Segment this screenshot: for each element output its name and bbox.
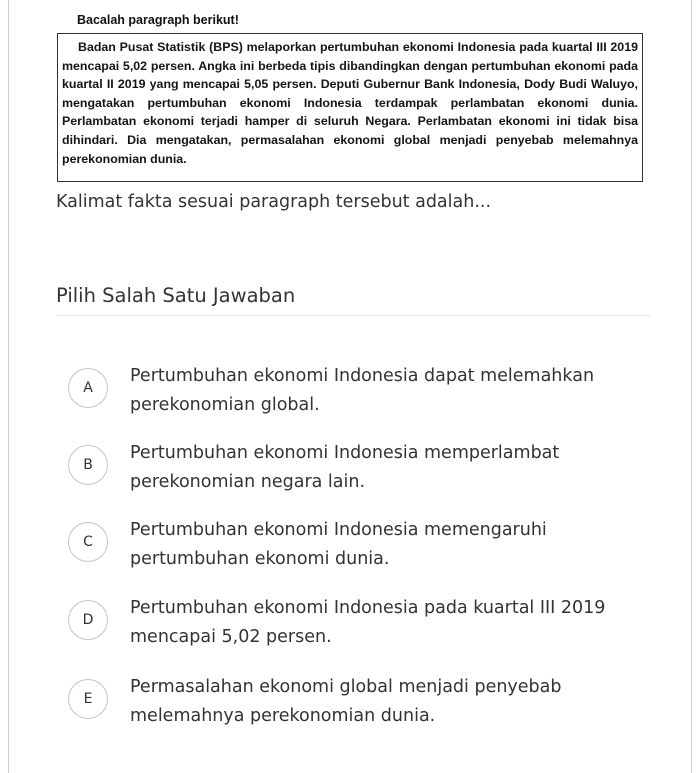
question-text: Kalimat fakta sesuai paragraph tersebut adalah...	[56, 192, 492, 212]
answer-option-d[interactable]	[68, 594, 658, 658]
option-letter-badge[interactable]: C	[68, 522, 108, 562]
answer-option-b[interactable]	[68, 439, 658, 503]
section-divider	[56, 315, 650, 316]
passage-intro: Bacalah paragraph berikut!	[77, 13, 239, 27]
option-text[interactable]: Pertumbuhan ekonomi Indonesia memengaruhi pertumbuhan ekonomi dunia.	[130, 520, 547, 569]
option-letter-badge[interactable]: B	[68, 445, 108, 485]
option-text[interactable]: Pertumbuhan ekonomi Indonesia memperlambat perekonomian negara lain.	[130, 443, 560, 492]
answer-option-c[interactable]	[68, 516, 658, 580]
option-text[interactable]: Pertumbuhan ekonomi Indonesia dapat melemahkan perekonomian global.	[130, 366, 595, 415]
option-letter-badge[interactable]: A	[68, 368, 108, 408]
answer-option-e[interactable]	[68, 673, 658, 737]
passage-text: Badan Pusat Statistik (BPS) melaporkan pertumbuhan ekonomi Indonesia pada kuartal III 2019 mencapai 5,02 persen. Angka ini berbeda tipis dibandingkan dengan pertumbuhan ekonomi pada kuartal II 2019 yang mencapai 5,05 persen. Deputi Gubernur Bank Indonesia, Dody Budi Waluyo, mengatakan pertumbuhan ekonomi Indonesia terdampak perlambatan ekonomi dunia. Perlambatan ekonomi terjadi hamper di seluruh Negara. Perlambatan ekonomi ini tidak bisa dihindari. Dia mengatakan, permasalahan ekonomi global menjadi penyebab melemahnya perekonomian dunia.	[62, 40, 638, 166]
answer-option-a[interactable]	[68, 362, 658, 426]
option-letter-badge[interactable]: D	[68, 600, 108, 640]
option-text[interactable]: Pertumbuhan ekonomi Indonesia pada kuartal III 2019 mencapai 5,02 persen.	[130, 598, 606, 647]
option-text[interactable]: Permasalahan ekonomi global menjadi penyebab melemahnya perekonomian dunia.	[130, 677, 562, 726]
left-frame-border	[8, 0, 9, 773]
answer-section-title: Pilih Salah Satu Jawaban	[56, 284, 296, 307]
passage-box	[57, 33, 643, 182]
right-frame-border	[691, 0, 692, 773]
option-letter-badge[interactable]: E	[68, 679, 108, 719]
